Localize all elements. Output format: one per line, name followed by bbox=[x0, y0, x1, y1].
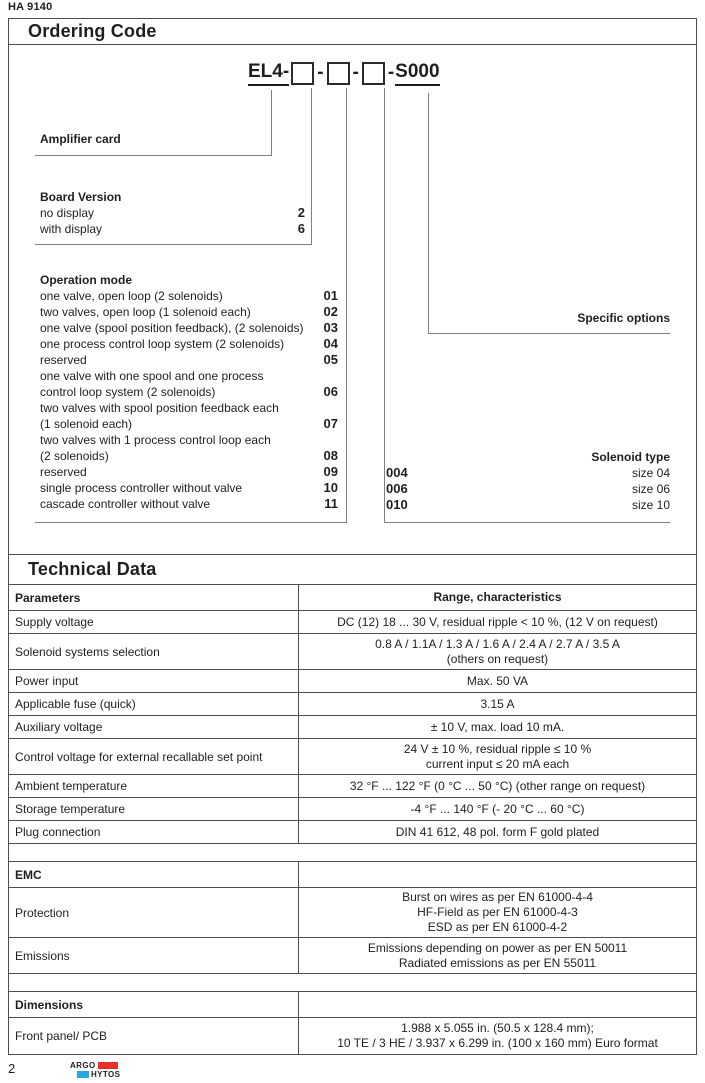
operation-mode-label: reserved bbox=[40, 465, 87, 479]
amplifier-card-label: Amplifier card bbox=[40, 132, 121, 146]
code-suffix: S000 bbox=[395, 61, 439, 86]
connector-line bbox=[384, 522, 670, 523]
operation-mode-row bbox=[40, 368, 338, 384]
operation-mode-row bbox=[40, 384, 338, 400]
value-cell bbox=[298, 670, 696, 692]
ordering-code-title: Ordering Code bbox=[28, 21, 157, 41]
table-row bbox=[9, 634, 696, 670]
parameter-cell: Protection bbox=[15, 905, 70, 920]
parameter-cell: Storage temperature bbox=[15, 802, 126, 816]
operation-mode-label: control loop system (2 solenoids) bbox=[40, 385, 216, 399]
parameter-cell: Supply voltage bbox=[15, 615, 94, 629]
operation-mode-label: one valve (spool position feedback), (2 solenoids) bbox=[40, 321, 304, 335]
board-version-code: 2 bbox=[297, 205, 305, 220]
code-dash: - bbox=[387, 62, 395, 83]
ordering-code-title-band bbox=[9, 19, 696, 45]
table-row bbox=[9, 888, 696, 938]
logo-row-bottom bbox=[77, 1070, 120, 1079]
technical-data-table bbox=[8, 585, 697, 1055]
code-dash: - bbox=[352, 62, 359, 83]
value-cell bbox=[298, 775, 696, 797]
specific-options-label: Specific options bbox=[577, 311, 670, 325]
logo-text-hytos: HYTOS bbox=[91, 1069, 121, 1079]
board-version-title: Board Version bbox=[40, 190, 122, 204]
solenoid-type-row bbox=[386, 497, 670, 513]
connector-line bbox=[428, 333, 670, 334]
value-cell bbox=[298, 634, 696, 669]
operation-mode-code: 02 bbox=[323, 304, 338, 319]
connector-line bbox=[428, 93, 429, 333]
logo-blue-square-icon bbox=[77, 1071, 89, 1078]
table-row bbox=[9, 938, 696, 974]
operation-mode-code: 04 bbox=[323, 336, 338, 351]
table-section-row bbox=[9, 992, 696, 1018]
table-row bbox=[9, 670, 696, 693]
operation-mode-code: 05 bbox=[323, 352, 338, 367]
value-line: ± 10 V, max. load 10 mA. bbox=[430, 719, 565, 734]
value-line: ESD as per EN 61000-4-2 bbox=[427, 920, 568, 934]
operation-mode-row bbox=[40, 464, 338, 480]
table-row bbox=[9, 821, 696, 844]
operation-mode-title: Operation mode bbox=[40, 273, 133, 287]
operation-mode-label: single process controller without valve bbox=[40, 481, 243, 495]
value-cell bbox=[298, 693, 696, 715]
operation-mode-row bbox=[40, 480, 338, 496]
connector-line bbox=[311, 88, 312, 244]
operation-mode-row bbox=[40, 288, 338, 304]
code-dash: - bbox=[317, 62, 324, 83]
parameter-cell: Ambient temperature bbox=[15, 779, 128, 793]
table-spacer-row bbox=[9, 974, 696, 992]
solenoid-type-code: 004 bbox=[386, 465, 408, 480]
operation-mode-code: 11 bbox=[324, 496, 338, 511]
value-cell bbox=[298, 716, 696, 738]
operation-mode-label: one valve with one spool and one process bbox=[40, 369, 264, 383]
solenoid-type-block bbox=[386, 449, 670, 513]
value-cell bbox=[298, 888, 696, 937]
solenoid-type-rows bbox=[386, 465, 670, 513]
operation-mode-row bbox=[40, 304, 338, 320]
parameter-cell: Dimensions bbox=[15, 997, 84, 1012]
operation-mode-row bbox=[40, 496, 338, 512]
operation-mode-code: 06 bbox=[323, 384, 338, 399]
parameter-cell: EMC bbox=[15, 867, 42, 882]
table-row bbox=[9, 716, 696, 739]
value-line: DIN 41 612, 48 pol. form F gold plated bbox=[395, 824, 600, 839]
parameter-cell: Emissions bbox=[15, 948, 70, 963]
value-line: 10 TE / 3 HE / 3.937 x 6.299 in. (100 x 160 mm) Euro format bbox=[337, 1036, 658, 1050]
board-version-code: 6 bbox=[297, 221, 305, 236]
connector-line bbox=[35, 522, 347, 523]
parameter-cell: Front panel/ PCB bbox=[15, 1029, 108, 1043]
value-line: Radiated emissions as per EN 55011 bbox=[398, 955, 597, 970]
table-row bbox=[9, 798, 696, 821]
operation-mode-code: 01 bbox=[323, 288, 338, 303]
solenoid-type-code: 006 bbox=[386, 481, 408, 496]
operation-mode-row bbox=[40, 416, 338, 432]
solenoid-type-code: 010 bbox=[386, 497, 408, 512]
solenoid-type-row bbox=[386, 465, 670, 481]
table-row bbox=[9, 775, 696, 798]
operation-mode-row bbox=[40, 336, 338, 352]
value-line: (others on request) bbox=[446, 651, 549, 666]
parameter-cell: Auxiliary voltage bbox=[15, 720, 103, 734]
value-line: 0.8 A / 1.1A / 1.3 A / 1.6 A / 2.4 A / 2.7 A / 3.5 A bbox=[375, 636, 620, 651]
technical-data-title: Technical Data bbox=[28, 559, 157, 579]
logo-red-square-icon bbox=[98, 1062, 118, 1069]
table-spacer-row bbox=[9, 844, 696, 862]
parameters-header: Parameters bbox=[15, 590, 81, 605]
page-number: 2 bbox=[8, 1061, 16, 1076]
operation-mode-row bbox=[40, 320, 338, 336]
operation-mode-label: two valves, open loop (1 solenoid each) bbox=[40, 305, 251, 319]
operation-mode-row bbox=[40, 352, 338, 368]
range-header bbox=[298, 585, 696, 610]
operation-mode-label: cascade controller without valve bbox=[40, 497, 211, 511]
solenoid-type-size: size 04 bbox=[631, 466, 670, 480]
value-line: current input ≤ 20 mA each bbox=[425, 756, 570, 771]
code-box-solenoid-type bbox=[362, 62, 385, 85]
code-box-operation-mode bbox=[327, 62, 350, 85]
operation-mode-label: one process control loop system (2 solenoids) bbox=[40, 337, 285, 351]
operation-mode-code: 09 bbox=[323, 464, 338, 479]
code-box-board-version bbox=[291, 62, 314, 85]
logo-row-top bbox=[70, 1061, 120, 1070]
value-cell bbox=[298, 1018, 696, 1054]
operation-mode-rows bbox=[40, 288, 338, 512]
document-code: HA 9140 bbox=[8, 1, 53, 13]
technical-data-title-band bbox=[8, 555, 697, 585]
operation-mode-row bbox=[40, 432, 338, 448]
solenoid-type-size: size 10 bbox=[631, 498, 670, 512]
table-section-row bbox=[9, 862, 696, 888]
range-header-text: Range, characteristics bbox=[433, 590, 562, 604]
operation-mode-code: 10 bbox=[323, 480, 338, 495]
connector-line bbox=[271, 90, 272, 155]
table-row bbox=[9, 739, 696, 775]
board-version-label: no display bbox=[40, 206, 95, 220]
parameter-cell: Applicable fuse (quick) bbox=[15, 697, 136, 711]
operation-mode-label: two valves with spool position feedback each bbox=[40, 401, 279, 415]
operation-mode-row bbox=[40, 400, 338, 416]
value-cell bbox=[298, 938, 696, 973]
operation-mode-label: reserved bbox=[40, 353, 87, 367]
board-version-row bbox=[40, 205, 305, 221]
connector-line bbox=[384, 88, 385, 522]
value-line: Max. 50 VA bbox=[466, 673, 529, 688]
table-row bbox=[9, 611, 696, 634]
operation-mode-code: 07 bbox=[323, 416, 338, 431]
value-line: -4 °F ... 140 °F (- 20 °C ... 60 °C) bbox=[410, 801, 585, 816]
table-row bbox=[9, 1018, 696, 1054]
value-cell bbox=[298, 992, 696, 1017]
operation-mode-code: 03 bbox=[323, 320, 338, 335]
value-line: 3.15 A bbox=[480, 696, 515, 711]
ordering-code-pattern bbox=[248, 58, 440, 88]
board-version-rows bbox=[40, 205, 305, 237]
value-line: 32 °F ... 122 °F (0 °C ... 50 °C) (other range on request) bbox=[349, 778, 646, 793]
operation-mode-block bbox=[40, 272, 338, 512]
solenoid-type-size: size 06 bbox=[631, 482, 670, 496]
argo-hytos-logo bbox=[70, 1061, 120, 1079]
connector-line bbox=[35, 155, 272, 156]
value-line: 24 V ± 10 %, residual ripple ≤ 10 % bbox=[403, 741, 592, 756]
operation-mode-code: 08 bbox=[323, 448, 338, 463]
table-header-row bbox=[9, 585, 696, 611]
operation-mode-label: two valves with 1 process control loop each bbox=[40, 433, 271, 447]
operation-mode-label: (1 solenoid each) bbox=[40, 417, 133, 431]
connector-line bbox=[346, 88, 347, 522]
operation-mode-row bbox=[40, 448, 338, 464]
operation-mode-label: (2 solenoids) bbox=[40, 449, 109, 463]
board-version-block bbox=[40, 189, 305, 237]
board-version-label: with display bbox=[40, 222, 103, 236]
value-line: Emissions depending on power as per EN 50011 bbox=[367, 940, 628, 955]
board-version-row bbox=[40, 221, 305, 237]
value-cell bbox=[298, 798, 696, 820]
value-line: Burst on wires as per EN 61000-4-4 bbox=[402, 890, 593, 904]
value-cell bbox=[298, 821, 696, 843]
solenoid-type-title: Solenoid type bbox=[591, 450, 670, 464]
value-cell bbox=[298, 611, 696, 633]
value-cell bbox=[298, 739, 696, 774]
value-line: 1.988 x 5.055 in. (50.5 x 128.4 mm); bbox=[401, 1021, 594, 1035]
parameter-cell: Plug connection bbox=[15, 825, 101, 839]
value-line: DC (12) 18 ... 30 V, residual ripple < 10 %, (12 V on request) bbox=[337, 614, 658, 629]
value-line: HF-Field as per EN 61000-4-3 bbox=[417, 905, 578, 919]
parameter-cell: Power input bbox=[15, 674, 79, 688]
code-prefix: EL4- bbox=[248, 61, 289, 86]
operation-mode-label: one valve, open loop (2 solenoids) bbox=[40, 289, 223, 303]
parameter-cell: Control voltage for external recallable set point bbox=[15, 749, 263, 764]
solenoid-type-row bbox=[386, 481, 670, 497]
connector-line bbox=[35, 244, 312, 245]
logo-text-argo: ARGO bbox=[70, 1060, 96, 1070]
parameter-cell: Solenoid systems selection bbox=[15, 644, 160, 659]
value-cell bbox=[298, 862, 696, 887]
table-row bbox=[9, 693, 696, 716]
